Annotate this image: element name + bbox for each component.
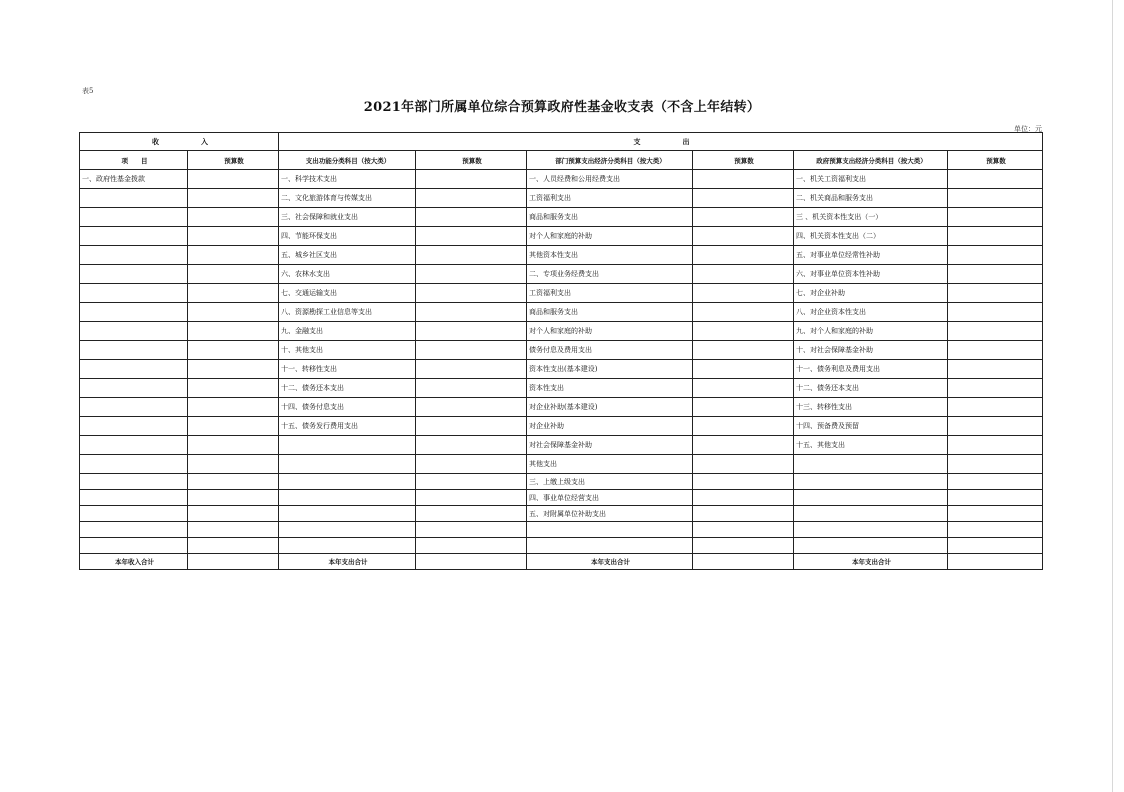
- expense-total-value-3: [948, 554, 1043, 570]
- col-header-budget-1: 预算数: [188, 151, 279, 170]
- dept-econ-budget-cell: [693, 208, 794, 227]
- gov-econ-budget-cell: [948, 417, 1043, 436]
- income-item-cell: [80, 522, 188, 538]
- col-header-item: 项 目: [80, 151, 188, 170]
- income-header: 收 入: [80, 133, 279, 151]
- income-budget-cell: [188, 436, 279, 455]
- income-item-cell: [80, 360, 188, 379]
- function-budget-cell: [416, 538, 527, 554]
- col-header-gov-econ-class: 政府预算支出经济分类科目（按大类）: [794, 151, 948, 170]
- table-row: [80, 398, 1043, 417]
- dept-econ-budget-cell: [693, 265, 794, 284]
- income-budget-cell: [188, 170, 279, 189]
- income-budget-cell: [188, 303, 279, 322]
- gov-econ-class-cell: 四、机关资本性支出（二）: [794, 227, 948, 246]
- table-row: [80, 246, 1043, 265]
- function-class-cell: 七、交通运输支出: [279, 284, 416, 303]
- gov-econ-budget-cell: [948, 341, 1043, 360]
- income-item-cell: [80, 341, 188, 360]
- income-budget-cell: [188, 265, 279, 284]
- function-budget-cell: [416, 490, 527, 506]
- dept-econ-budget-cell: [693, 506, 794, 522]
- dept-econ-class-cell: 对个人和家庭的补助: [527, 227, 693, 246]
- function-budget-cell: [416, 208, 527, 227]
- function-class-cell: 四、节能环保支出: [279, 227, 416, 246]
- function-class-cell: 九、金融支出: [279, 322, 416, 341]
- table-row: [80, 436, 1043, 455]
- dept-econ-budget-cell: [693, 341, 794, 360]
- table-row: [80, 322, 1043, 341]
- dept-econ-budget-cell: [693, 538, 794, 554]
- gov-econ-class-cell: [794, 455, 948, 474]
- dept-econ-class-cell: 其他资本性支出: [527, 246, 693, 265]
- expense-header: 支 出: [279, 133, 1043, 151]
- gov-econ-class-cell: [794, 490, 948, 506]
- dept-econ-budget-cell: [693, 455, 794, 474]
- dept-econ-class-cell: 二、专项业务经费支出: [527, 265, 693, 284]
- income-item-cell: [80, 322, 188, 341]
- table-row: [80, 303, 1043, 322]
- col-header-budget-2: 预算数: [416, 151, 527, 170]
- gov-econ-budget-cell: [948, 227, 1043, 246]
- gov-econ-class-cell: [794, 538, 948, 554]
- gov-econ-class-cell: 十一、债务利息及费用支出: [794, 360, 948, 379]
- table-row: [80, 379, 1043, 398]
- gov-econ-class-cell: [794, 522, 948, 538]
- dept-econ-budget-cell: [693, 522, 794, 538]
- dept-econ-class-cell: 资本性支出(基本建设): [527, 360, 693, 379]
- function-class-cell: [279, 538, 416, 554]
- income-item-cell: [80, 189, 188, 208]
- gov-econ-budget-cell: [948, 246, 1043, 265]
- gov-econ-budget-cell: [948, 379, 1043, 398]
- expense-total-label-1: 本年支出合计: [279, 554, 416, 570]
- function-budget-cell: [416, 265, 527, 284]
- gov-econ-class-cell: 二、机关商品和服务支出: [794, 189, 948, 208]
- col-header-function-class: 支出功能分类科目（按大类）: [279, 151, 416, 170]
- expense-total-label-2: 本年支出合计: [527, 554, 693, 570]
- gov-econ-class-cell: 九、对个人和家庭的补助: [794, 322, 948, 341]
- dept-econ-budget-cell: [693, 398, 794, 417]
- function-budget-cell: [416, 341, 527, 360]
- function-budget-cell: [416, 227, 527, 246]
- function-class-cell: 二、文化旅游体育与传媒支出: [279, 189, 416, 208]
- function-class-cell: [279, 490, 416, 506]
- gov-econ-class-cell: 五、对事业单位经常性补助: [794, 246, 948, 265]
- table-row: [80, 189, 1043, 208]
- gov-econ-class-cell: 十五、其他支出: [794, 436, 948, 455]
- function-budget-cell: [416, 170, 527, 189]
- dept-econ-budget-cell: [693, 303, 794, 322]
- gov-econ-budget-cell: [948, 436, 1043, 455]
- income-item-cell: [80, 398, 188, 417]
- gov-econ-class-cell: 十、对社会保障基金补助: [794, 341, 948, 360]
- gov-econ-class-cell: [794, 474, 948, 490]
- gov-econ-budget-cell: [948, 303, 1043, 322]
- function-class-cell: 十二、债务还本支出: [279, 379, 416, 398]
- function-budget-cell: [416, 436, 527, 455]
- dept-econ-class-cell: 一、人员经费和公用经费支出: [527, 170, 693, 189]
- function-budget-cell: [416, 303, 527, 322]
- gov-econ-class-cell: [794, 506, 948, 522]
- dept-econ-class-cell: 对企业补助(基本建设): [527, 398, 693, 417]
- header-row-sections: [80, 133, 1043, 151]
- income-item-cell: [80, 506, 188, 522]
- dept-econ-class-cell: 对企业补助: [527, 417, 693, 436]
- function-class-cell: 十五、债务发行费用支出: [279, 417, 416, 436]
- income-budget-cell: [188, 398, 279, 417]
- dept-econ-class-cell: 工资福利支出: [527, 284, 693, 303]
- income-item-cell: [80, 284, 188, 303]
- function-class-cell: [279, 436, 416, 455]
- dept-econ-class-cell: 商品和服务支出: [527, 303, 693, 322]
- income-budget-cell: [188, 474, 279, 490]
- gov-econ-budget-cell: [948, 474, 1043, 490]
- function-class-cell: 十一、转移性支出: [279, 360, 416, 379]
- gov-econ-class-cell: 七、对企业补助: [794, 284, 948, 303]
- col-header-dept-econ-class: 部门预算支出经济分类科目（按大类）: [527, 151, 693, 170]
- dept-econ-class-cell: 三、上缴上级支出: [527, 474, 693, 490]
- dept-econ-class-cell: 工资福利支出: [527, 189, 693, 208]
- table-row: [80, 417, 1043, 436]
- expense-total-label-3: 本年支出合计: [794, 554, 948, 570]
- dept-econ-budget-cell: [693, 189, 794, 208]
- gov-econ-class-cell: 三 、机关资本性支出（一）: [794, 208, 948, 227]
- income-budget-cell: [188, 208, 279, 227]
- income-budget-cell: [188, 322, 279, 341]
- function-budget-cell: [416, 506, 527, 522]
- totals-row: [80, 554, 1043, 570]
- gov-econ-class-cell: 六、对事业单位资本性补助: [794, 265, 948, 284]
- dept-econ-class-cell: [527, 538, 693, 554]
- income-budget-cell: [188, 360, 279, 379]
- dept-econ-class-cell: 其他支出: [527, 455, 693, 474]
- function-budget-cell: [416, 246, 527, 265]
- dept-econ-budget-cell: [693, 246, 794, 265]
- gov-econ-budget-cell: [948, 208, 1043, 227]
- function-class-cell: [279, 506, 416, 522]
- col-header-budget-3: 预算数: [693, 151, 794, 170]
- income-budget-cell: [188, 379, 279, 398]
- header-row-columns: [80, 151, 1043, 170]
- function-budget-cell: [416, 379, 527, 398]
- table-row: [80, 341, 1043, 360]
- dept-econ-class-cell: 五、对附属单位补助支出: [527, 506, 693, 522]
- table-row: [80, 360, 1043, 379]
- function-budget-cell: [416, 284, 527, 303]
- dept-econ-budget-cell: [693, 474, 794, 490]
- gov-econ-budget-cell: [948, 170, 1043, 189]
- page-title: 2021年部门所属单位综合预算政府性基金收支表（不含上年结转）: [363, 100, 761, 115]
- income-item-cell: 一、政府性基金拨款: [80, 170, 188, 189]
- income-total-label: 本年收入合计: [80, 554, 188, 570]
- gov-econ-budget-cell: [948, 265, 1043, 284]
- gov-econ-class-cell: 十三、转移性支出: [794, 398, 948, 417]
- gov-econ-class-cell: 十二、债务还本支出: [794, 379, 948, 398]
- income-item-cell: [80, 538, 188, 554]
- income-budget-cell: [188, 246, 279, 265]
- dept-econ-budget-cell: [693, 436, 794, 455]
- dept-econ-budget-cell: [693, 322, 794, 341]
- income-budget-cell: [188, 284, 279, 303]
- function-class-cell: [279, 455, 416, 474]
- dept-econ-class-cell: [527, 522, 693, 538]
- function-budget-cell: [416, 360, 527, 379]
- gov-econ-budget-cell: [948, 506, 1043, 522]
- income-item-cell: [80, 490, 188, 506]
- income-budget-cell: [188, 341, 279, 360]
- income-budget-cell: [188, 455, 279, 474]
- income-item-cell: [80, 379, 188, 398]
- table-row: [80, 455, 1043, 474]
- income-budget-cell: [188, 490, 279, 506]
- table-number: 表5: [82, 87, 94, 95]
- table-row: [80, 538, 1043, 554]
- function-class-cell: 十、其他支出: [279, 341, 416, 360]
- table-row: [80, 490, 1043, 506]
- income-item-cell: [80, 455, 188, 474]
- income-item-cell: [80, 417, 188, 436]
- dept-econ-class-cell: 对个人和家庭的补助: [527, 322, 693, 341]
- function-class-cell: 六、农林水支出: [279, 265, 416, 284]
- dept-econ-budget-cell: [693, 360, 794, 379]
- dept-econ-class-cell: 对社会保障基金补助: [527, 436, 693, 455]
- gov-econ-budget-cell: [948, 538, 1043, 554]
- dept-econ-budget-cell: [693, 417, 794, 436]
- function-budget-cell: [416, 455, 527, 474]
- function-class-cell: 八、资源勘探工业信息等支出: [279, 303, 416, 322]
- gov-econ-budget-cell: [948, 455, 1043, 474]
- dept-econ-class-cell: 四、事业单位经营支出: [527, 490, 693, 506]
- income-item-cell: [80, 265, 188, 284]
- table-row: [80, 284, 1043, 303]
- function-budget-cell: [416, 189, 527, 208]
- income-budget-cell: [188, 417, 279, 436]
- expense-total-value-1: [416, 554, 527, 570]
- dept-econ-class-cell: 资本性支出: [527, 379, 693, 398]
- function-class-cell: 五、城乡社区支出: [279, 246, 416, 265]
- gov-econ-budget-cell: [948, 284, 1043, 303]
- table-row: [80, 522, 1043, 538]
- income-item-cell: [80, 208, 188, 227]
- gov-econ-class-cell: 一、机关工资福利支出: [794, 170, 948, 189]
- gov-econ-budget-cell: [948, 398, 1043, 417]
- col-header-budget-4: 预算数: [948, 151, 1043, 170]
- income-budget-cell: [188, 506, 279, 522]
- function-class-cell: [279, 522, 416, 538]
- dept-econ-class-cell: 商品和服务支出: [527, 208, 693, 227]
- function-budget-cell: [416, 398, 527, 417]
- table-row: [80, 227, 1043, 246]
- income-budget-cell: [188, 189, 279, 208]
- gov-econ-budget-cell: [948, 322, 1043, 341]
- unit-label: 单位：元: [1014, 125, 1042, 133]
- gov-econ-budget-cell: [948, 360, 1043, 379]
- dept-econ-budget-cell: [693, 284, 794, 303]
- page-edge: [1112, 0, 1113, 792]
- budget-table: [79, 132, 1043, 570]
- function-class-cell: 一、科学技术支出: [279, 170, 416, 189]
- income-item-cell: [80, 474, 188, 490]
- gov-econ-class-cell: 八、对企业资本性支出: [794, 303, 948, 322]
- table-row: [80, 208, 1043, 227]
- gov-econ-budget-cell: [948, 490, 1043, 506]
- income-item-cell: [80, 246, 188, 265]
- income-item-cell: [80, 227, 188, 246]
- function-budget-cell: [416, 417, 527, 436]
- dept-econ-budget-cell: [693, 490, 794, 506]
- table-row: [80, 170, 1043, 189]
- table-row: [80, 265, 1043, 284]
- income-budget-cell: [188, 227, 279, 246]
- function-budget-cell: [416, 322, 527, 341]
- income-budget-cell: [188, 522, 279, 538]
- function-class-cell: 十四、债务付息支出: [279, 398, 416, 417]
- function-budget-cell: [416, 522, 527, 538]
- gov-econ-budget-cell: [948, 189, 1043, 208]
- income-total-value: [188, 554, 279, 570]
- expense-total-value-2: [693, 554, 794, 570]
- dept-econ-budget-cell: [693, 227, 794, 246]
- gov-econ-class-cell: 十四、预备费及预留: [794, 417, 948, 436]
- dept-econ-class-cell: 债务付息及费用支出: [527, 341, 693, 360]
- function-class-cell: 三、社会保障和就业支出: [279, 208, 416, 227]
- income-budget-cell: [188, 538, 279, 554]
- table-row: [80, 474, 1043, 490]
- income-item-cell: [80, 436, 188, 455]
- income-item-cell: [80, 303, 188, 322]
- function-budget-cell: [416, 474, 527, 490]
- dept-econ-budget-cell: [693, 379, 794, 398]
- table-row: [80, 506, 1043, 522]
- dept-econ-budget-cell: [693, 170, 794, 189]
- gov-econ-budget-cell: [948, 522, 1043, 538]
- function-class-cell: [279, 474, 416, 490]
